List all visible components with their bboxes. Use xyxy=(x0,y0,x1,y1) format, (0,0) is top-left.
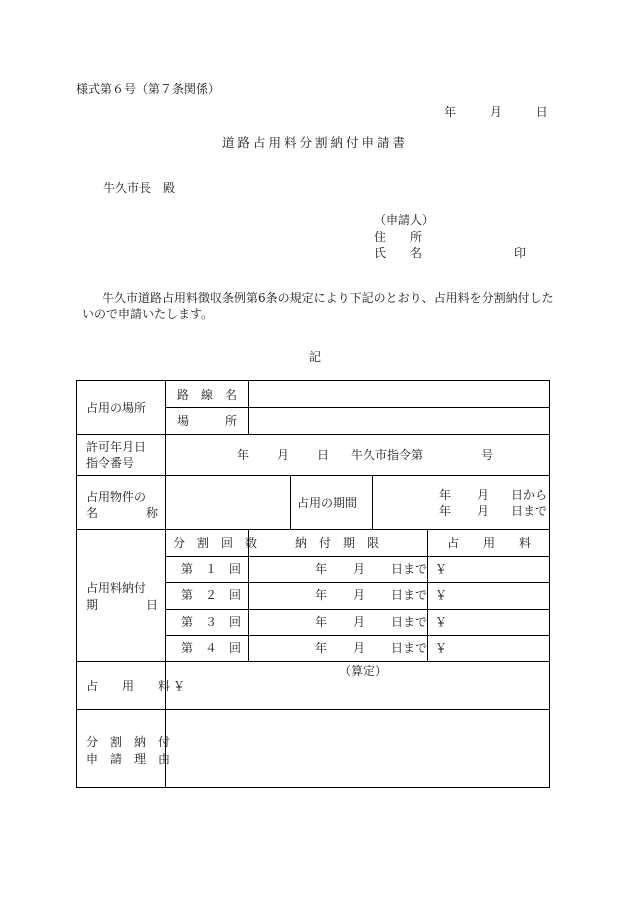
seal-mark: 印 xyxy=(514,246,527,260)
period-label: 占用の期間 xyxy=(297,496,358,510)
period-from xyxy=(439,489,547,501)
calc-note: （算定） xyxy=(339,664,388,678)
installment-header: 分 割 回 数 xyxy=(173,536,258,550)
permit-number-suffix: 号 xyxy=(481,448,494,462)
inst4-month: 月 xyxy=(353,641,366,655)
form-number: 様式第６号（第７条関係） xyxy=(76,82,221,96)
period-to-year: 年 xyxy=(439,504,452,518)
inst3-suffix: 日まで xyxy=(391,615,428,629)
installment-2-yen: ￥ xyxy=(435,588,448,602)
installment-1-yen: ￥ xyxy=(435,562,448,576)
inst2-year: 年 xyxy=(315,588,328,602)
inst3-year: 年 xyxy=(315,615,328,629)
period-from-month: 月 xyxy=(477,488,490,502)
document-title: 道路占用料分割納付申請書 xyxy=(221,135,408,150)
permit-number-label: 指令番号 xyxy=(86,456,135,470)
ki-heading: 記 xyxy=(308,350,321,364)
inst1-year: 年 xyxy=(315,562,328,576)
applicant-heading: （申請人） xyxy=(374,213,435,227)
object-name-label-1: 占用物件の xyxy=(86,490,147,504)
addressee: 牛久市長 殿 xyxy=(103,181,176,195)
permit-day: 日 xyxy=(317,448,330,462)
period-from-year: 年 xyxy=(439,488,452,502)
reason-label-2: 申 請 理 由 xyxy=(86,752,171,766)
applicant-block xyxy=(374,212,554,262)
fee-label: 占 用 料 xyxy=(86,679,171,693)
installment-2-deadline xyxy=(315,589,427,601)
application-date xyxy=(444,106,548,118)
route-name-label: 路 線 名 xyxy=(177,388,238,402)
permit-month: 月 xyxy=(277,448,290,462)
permit-date-label: 許可年月日 xyxy=(86,440,147,454)
applicant-name-row xyxy=(374,245,554,262)
installment-3-yen: ￥ xyxy=(435,615,448,629)
period-from-suffix: 日から xyxy=(511,488,548,502)
installment-4-yen: ￥ xyxy=(435,641,448,655)
inst2-suffix: 日まで xyxy=(391,588,428,602)
installment-4-label: 第 ４ 回 xyxy=(181,641,242,655)
date-day: 日 xyxy=(535,105,548,119)
inst1-month: 月 xyxy=(353,562,366,576)
object-name-label-2: 名 称 xyxy=(86,506,159,520)
fee-yen: ￥ xyxy=(173,679,186,693)
period-to xyxy=(439,505,547,517)
request-statement: 牛久市道路占用料徴収条例第6条の規定により下記のとおり、占用料を分割納付したいので申請いたします。 xyxy=(82,291,554,321)
place-label: 場 所 xyxy=(177,414,238,428)
installment-3-label: 第 ３ 回 xyxy=(181,615,242,629)
reason-label-1: 分 割 納 付 xyxy=(86,735,171,749)
permit-date-value xyxy=(237,449,493,461)
payment-date-label-1: 占用料納付 xyxy=(86,581,147,595)
date-month: 月 xyxy=(489,105,502,119)
application-table xyxy=(76,380,550,788)
permit-year: 年 xyxy=(237,448,250,462)
inst4-year: 年 xyxy=(315,641,328,655)
applicant-address-label: 住 所 xyxy=(374,229,423,244)
period-to-month: 月 xyxy=(477,504,490,518)
payment-date-label-2: 期 日 xyxy=(86,598,159,612)
installment-1-label: 第 １ 回 xyxy=(181,562,242,576)
location-label: 占用の場所 xyxy=(86,401,147,415)
inst1-suffix: 日まで xyxy=(391,562,428,576)
inst4-suffix: 日まで xyxy=(391,641,428,655)
installment-3-deadline xyxy=(315,616,427,628)
applicant-name-label: 氏 名 xyxy=(374,246,423,260)
fee-header: 占 用 料 xyxy=(447,536,532,550)
inst3-month: 月 xyxy=(353,615,366,629)
installment-1-deadline xyxy=(315,563,427,575)
deadline-header: 納 付 期 限 xyxy=(295,536,380,550)
period-to-suffix: 日まで xyxy=(511,504,548,518)
permit-number-prefix: 牛久市指令第 xyxy=(351,448,424,462)
inst2-month: 月 xyxy=(353,588,366,602)
installment-4-deadline xyxy=(315,642,427,654)
installment-2-label: 第 ２ 回 xyxy=(181,588,242,602)
date-year: 年 xyxy=(444,105,457,119)
